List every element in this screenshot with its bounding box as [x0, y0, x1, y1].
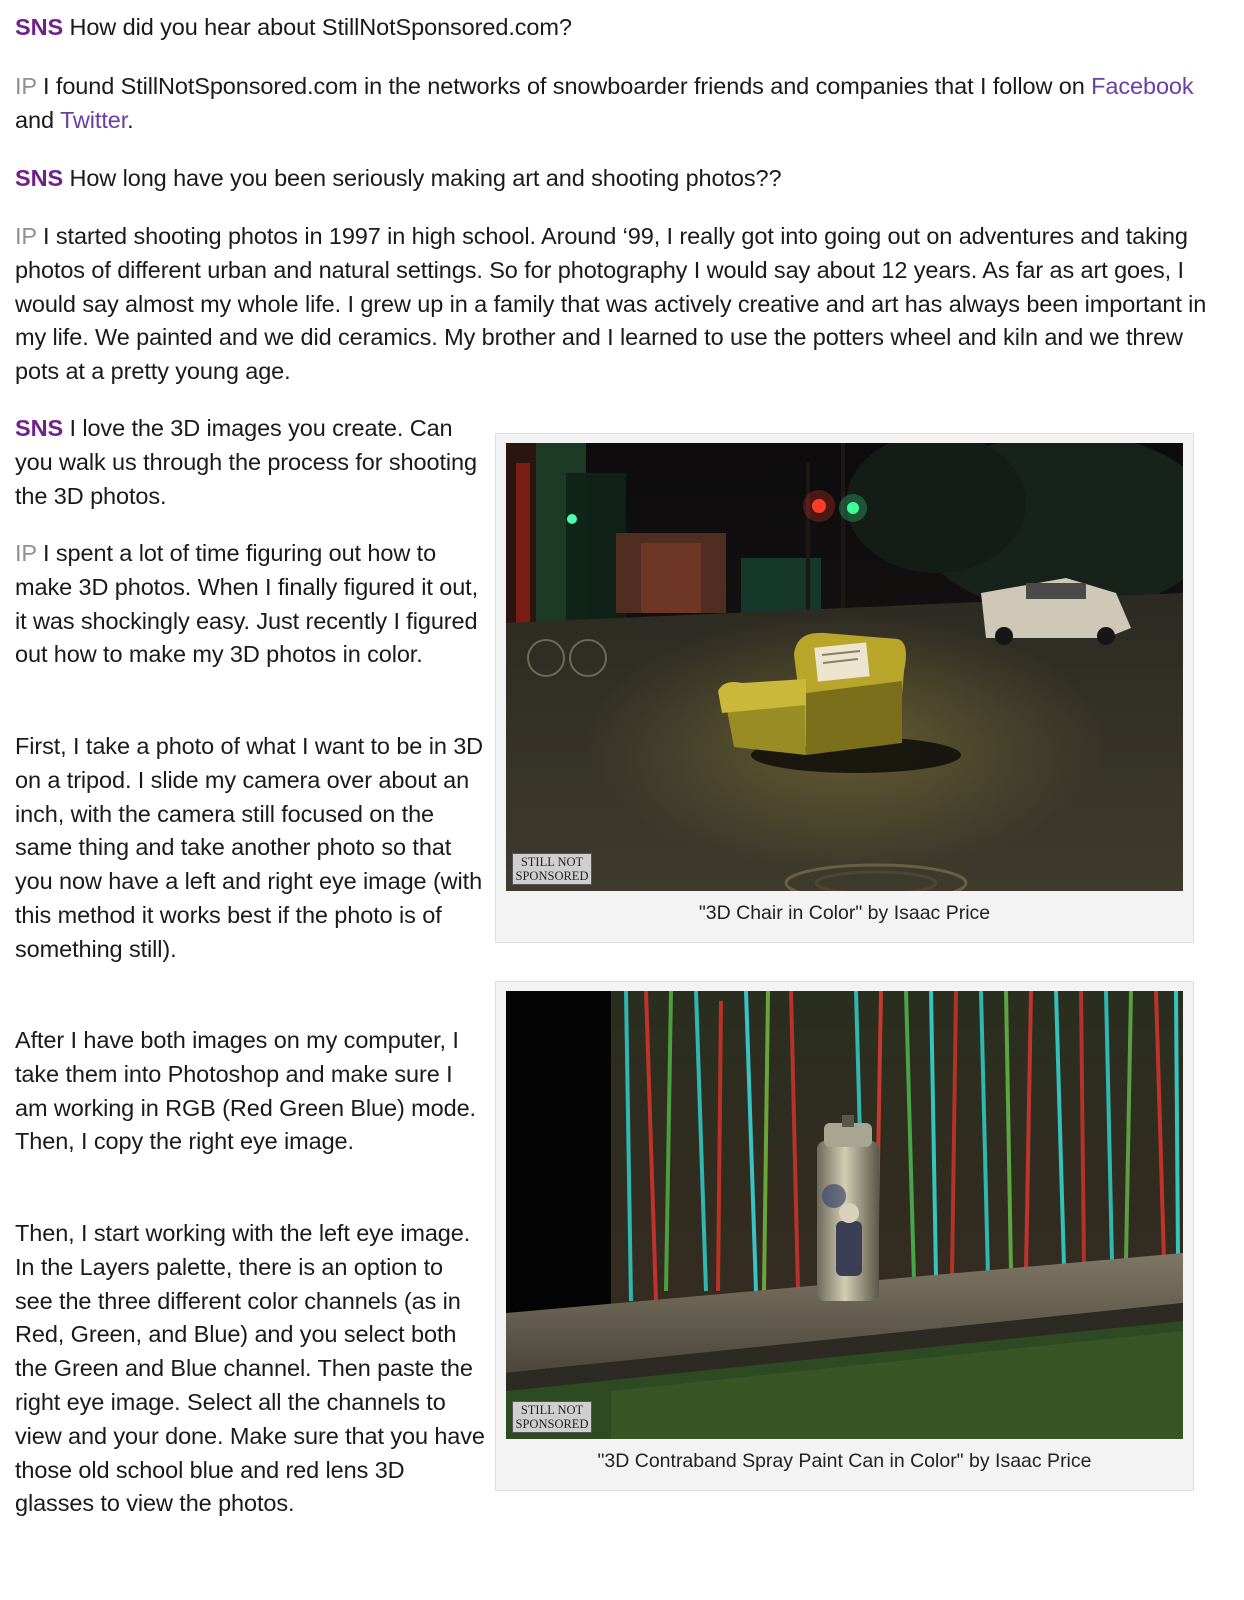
- speaker-sns: SNS: [15, 165, 64, 191]
- paragraph-after: After I have both images on my computer, I take them into Photoshop and make sure I am working in RGB (Red Green Blue) mode. Then, I copy the right eye image.: [15, 1027, 476, 1155]
- watermark-line1: STILL NOT: [520, 1403, 584, 1417]
- question-1-text: How did you hear about StillNotSponsored.com?: [69, 14, 572, 40]
- question-2-text: How long have you been seriously making art and shooting photos??: [69, 165, 782, 191]
- answer-3: [15, 537, 485, 672]
- facebook-link[interactable]: Facebook: [1091, 73, 1194, 99]
- watermark: [512, 1401, 592, 1433]
- watermark-line2: SPONSORED: [515, 869, 589, 883]
- answer-1-text: I found StillNotSponsored.com in the networks of snowboarder friends and companies that I follow on: [43, 73, 1085, 99]
- figure-spray-can: [495, 981, 1194, 1491]
- chair-photo[interactable]: [506, 443, 1183, 891]
- answer-1-period: .: [127, 106, 134, 133]
- watermark: [512, 853, 592, 885]
- answer-3-text: I spent a lot of time figuring out how to make 3D photos. When I finally figured it out, it was shockingly easy. Just recently I figured out how to make my 3D photos in color.: [15, 540, 479, 668]
- figure-spray-can-caption: "3D Contraband Spray Paint Can in Color" by Isaac Price: [597, 1450, 1092, 1472]
- figure-chair-caption: "3D Chair in Color" by Isaac Price: [698, 902, 991, 924]
- speaker-sns: SNS: [15, 14, 64, 40]
- spray-can-photo[interactable]: [506, 991, 1183, 1439]
- twitter-link[interactable]: Twitter: [59, 106, 128, 133]
- speaker-ip: IP: [15, 540, 37, 566]
- answer-2: [15, 220, 1230, 389]
- answer-2-text: I started shooting photos in 1997 in high school. Around ‘99, I really got into going out on adventures and taking photos of different urban and natural settings. So for photography I would say about 12 years. As far as art goes, I would say almost my whole life. I grew up in a family that was actively creative and art has always been important in my life. We painted and we did ceramics. My brother and I learned to use the potters wheel and kiln and we threw pots at a pretty young age.: [15, 223, 1207, 385]
- answer-1-conjunction: and: [15, 106, 54, 133]
- question-3: [15, 412, 485, 513]
- speaker-ip: IP: [15, 73, 37, 99]
- watermark-line2: SPONSORED: [515, 1417, 589, 1431]
- chair-photo-image: [506, 443, 1183, 891]
- spray-can-photo-image: [506, 991, 1183, 1439]
- answer-1: [15, 70, 1230, 138]
- speaker-ip: IP: [15, 223, 37, 249]
- question-3-text: I love the 3D images you create. Can you walk us through the process for shooting the 3D photos.: [15, 415, 477, 509]
- speaker-sns: SNS: [15, 415, 64, 441]
- figure-chair: [495, 433, 1194, 943]
- paragraph-first: First, I take a photo of what I want to be in 3D on a tripod. I slide my camera over about an inch, with the camera still focused on the same thing and take another photo so that you now have a left and right eye image (with this method it works best if the photo is of something still).: [15, 733, 484, 962]
- paragraph-then: Then, I start working with the left eye image. In the Layers palette, there is an option to see the three different color channels (as in Red, Green, and Blue) and you select both the Green and Blue channel. Then paste the right eye image. Select all the channels to view and your done. Make sure that you have those old school blue and red lens 3D glasses to view the photos.: [15, 1220, 485, 1517]
- question-2: [15, 162, 1230, 196]
- question-1: [15, 11, 1230, 45]
- watermark-line1: STILL NOT: [520, 855, 584, 869]
